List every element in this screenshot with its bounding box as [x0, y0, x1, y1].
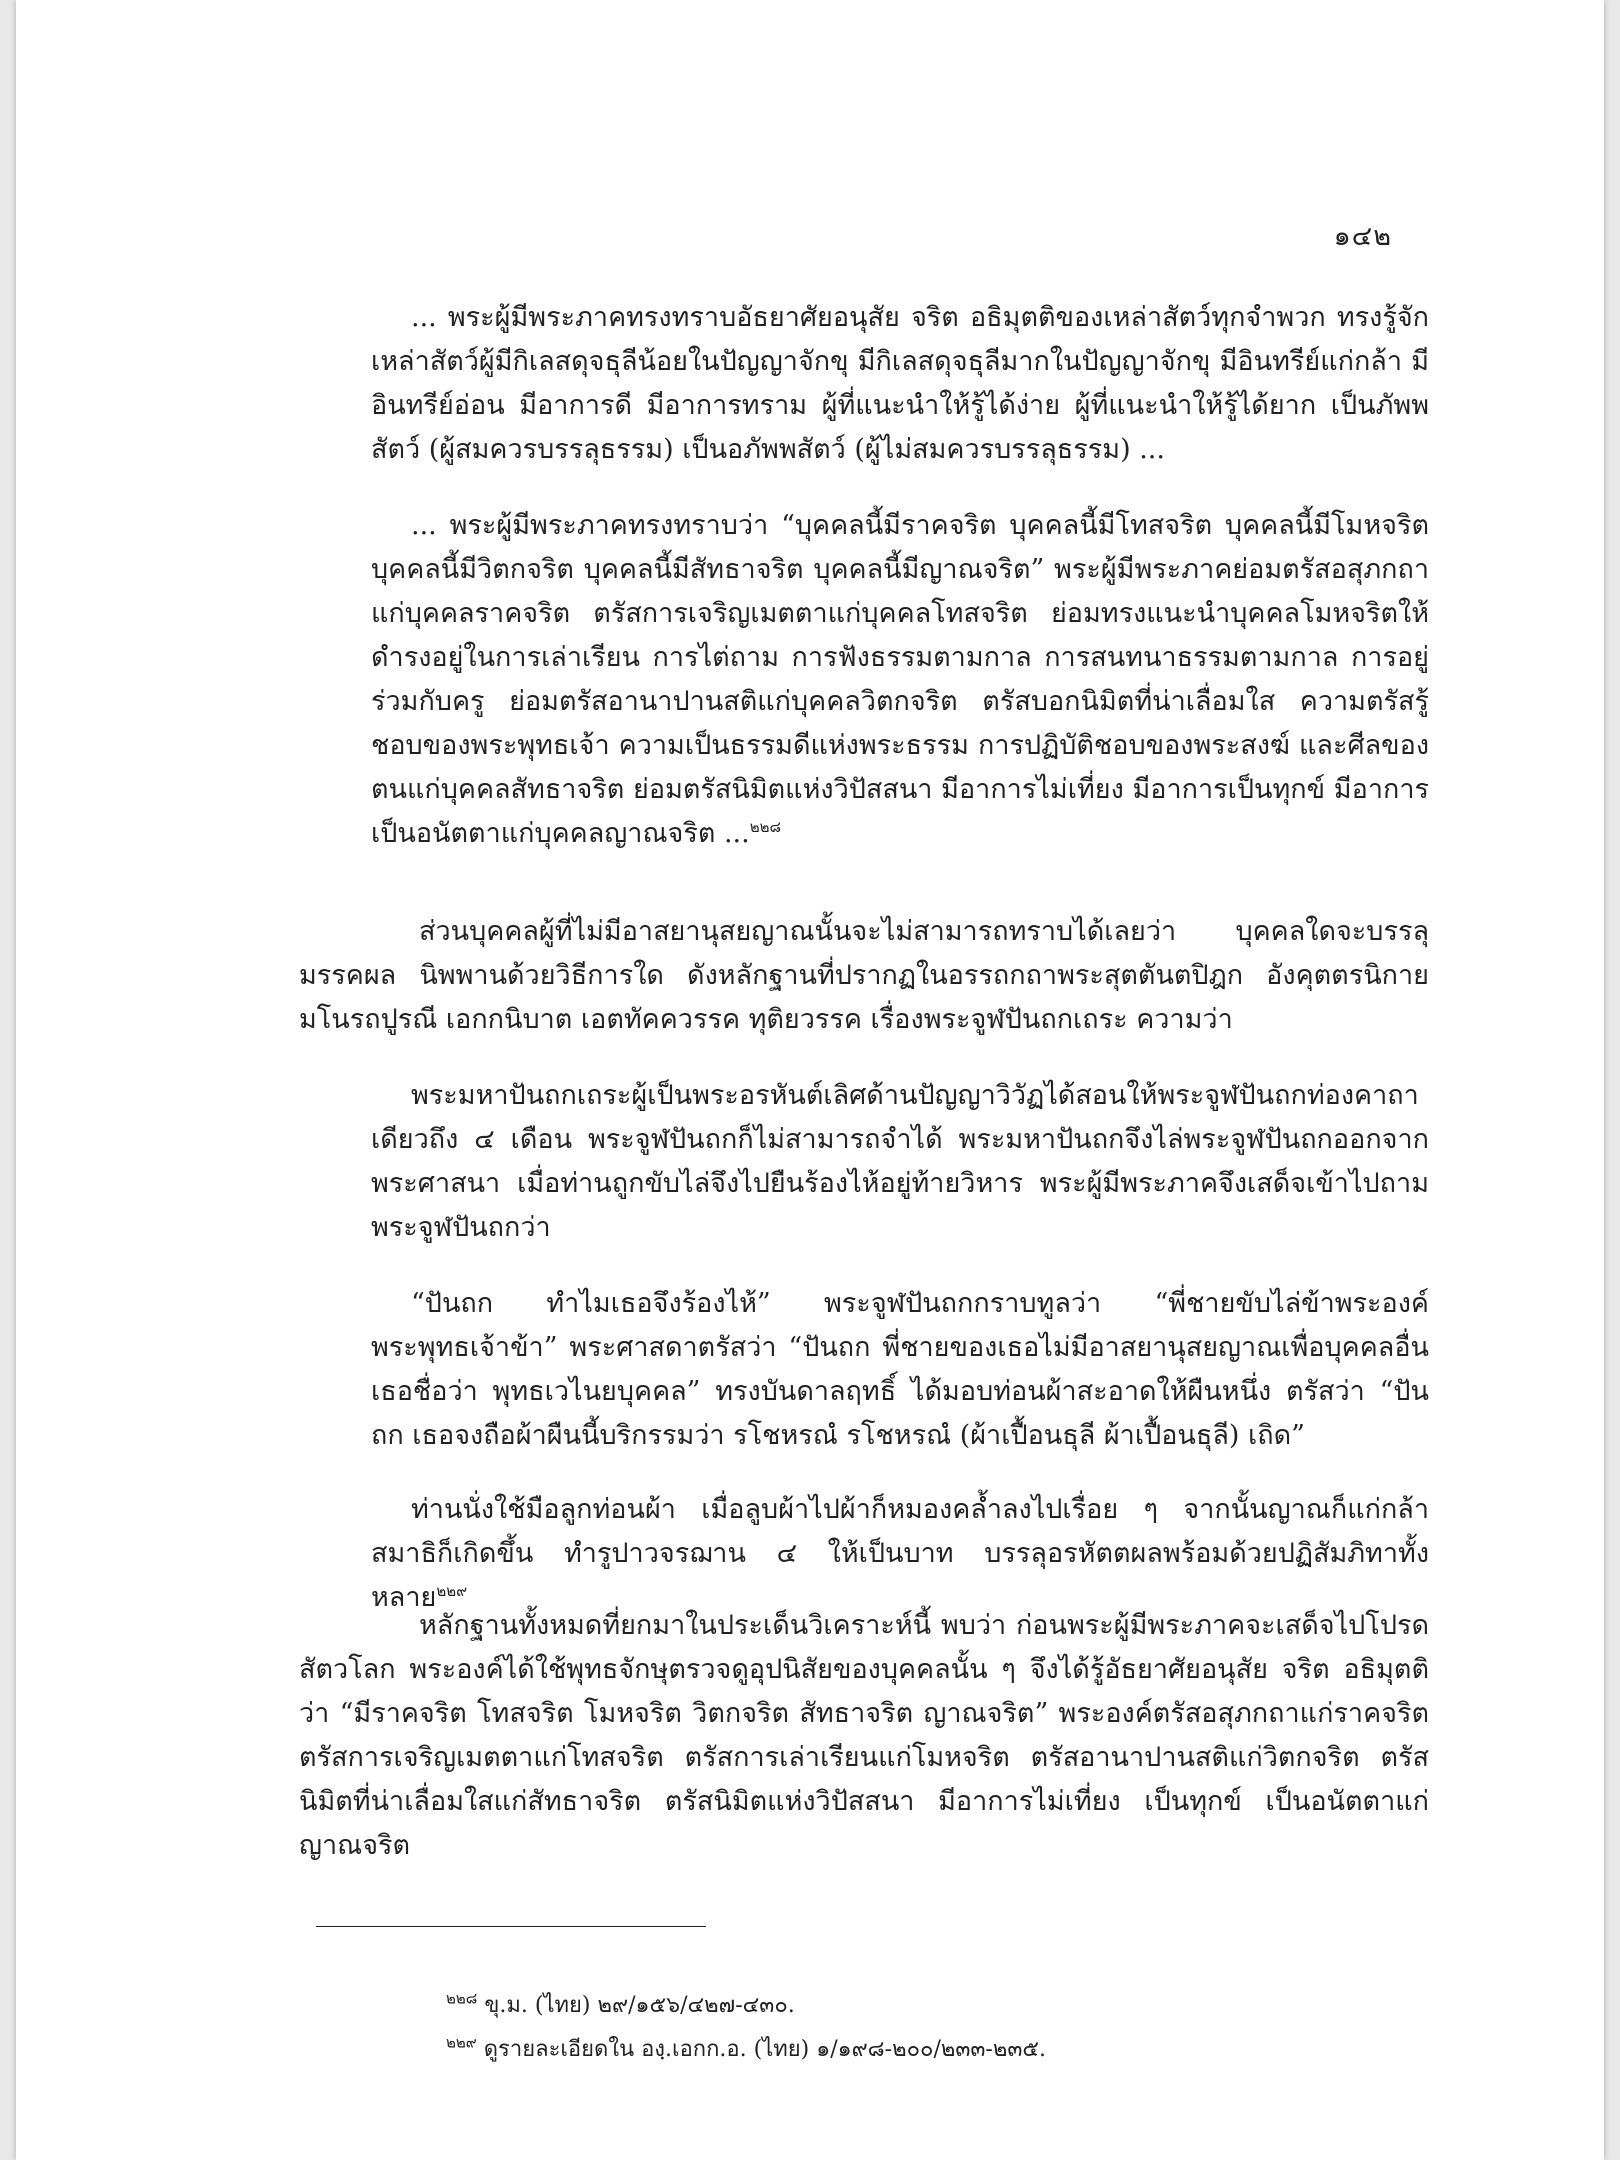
- footnotes: [446, 1984, 1346, 2072]
- page-number: ๑๔๒: [1333, 221, 1392, 252]
- footnote-item: [446, 2028, 1346, 2072]
- footnote-mark: ๒๒๙: [446, 2033, 477, 2052]
- body-paragraph-1: [299, 910, 1429, 1042]
- footnote-ref[interactable]: ๒๒๙: [436, 1582, 468, 1600]
- block-quote-2: [371, 504, 1429, 856]
- quote-paragraph: ท่านนั่งใช้มือลูกท่อนผ้า เมื่อลูบผ้าไปผ้าก็หมองคล้ำลงไปเรื่อย ๆ จากนั้นญาณก็แก่กล้า สมาธิก็เกิดขึ้น ทำรูปาวจรฌาน ๔ ให้เป็นบาท บรรลุอรหัตตผลพร้อมด้วยปฏิสัมภิทาทั้งหลาย$^{๒๒๙}$: [371, 1494, 1429, 1613]
- body-paragraph: หลักฐานทั้งหมดที่ยกมาในประเด็นวิเคราะห์นี้ พบว่า ก่อนพระผู้มีพระภาคจะเสด็จไปโปรดสัตวโลก พระองค์ได้ใช้พุทธจักษุตรวจดูอุปนิสัยของบุคคลนั้น ๆ จึงได้รู้อัธยาศัยอนุสัย จริต อธิมุตติว่า “มีราคจริต โทสจริต โมหจริต วิตกจริต สัทธาจริต ญาณจริต” พระองค์ตรัสอสุภกถาแก่ราคจริต ตรัสการเจริญเมตตาแก่โทสจริต ตรัสการเล่าเรียนแก่โมหจริต ตรัสอานาปานสติแก่วิตกจริต ตรัสนิมิตที่น่าเลื่อมใสแก่สัทธาจริต ตรัสนิมิตแห่งวิปัสสนา มีอาการไม่เที่ยง เป็นทุกข์ เป็นอนัตตาแก่ญาณจริต: [299, 1610, 1429, 1861]
- block-quote-1: [371, 296, 1429, 472]
- block-quote-4: [371, 1282, 1429, 1458]
- quote-paragraph: “ปันถก ทำไมเธอจึงร้องไห้” พระจูฬปันถกกราบทูลว่า “พี่ชายขับไล่ข้าพระองค์ พระพุทธเจ้าข้า” พระศาสดาตรัสว่า “ปันถก พี่ชายของเธอไม่มีอาสยานุสยญาณเพื่อบุคคลอื่น เธอชื่อว่า พุทธเวไนยบุคคล” ทรงบันดาลฤทธิ์ ได้มอบท่อนผ้าสะอาดให้ผืนหนึ่ง ตรัสว่า “ปันถก เธอจงถือผ้าผืนนี้บริกรรมว่า รโชหรณํ รโชหรณํ (ผ้าเปื้อนธุลี ผ้าเปื้อนธุลี) เถิด”: [371, 1288, 1429, 1451]
- block-quote-3: [371, 1074, 1429, 1250]
- document-page: [16, 0, 1604, 2160]
- body-paragraph: ส่วนบุคคลผู้ที่ไม่มีอาสยานุสยญาณนั้นจะไม่สามารถทราบได้เลยว่า บุคคลใดจะบรรลุมรรคผล นิพพานด้วยวิธีการใด ดังหลักฐานที่ปรากฏในอรรถกถาพระสุตตันตปิฎก อังคุตตรนิกาย มโนรถปูรณี เอกกนิบาต เอตทัคควรรค ทุติยวรรค เรื่องพระจูฬปันถกเถระ ความว่า: [299, 916, 1429, 1035]
- footnote-text: ขุ.ม. (ไทย) ๒๙/๑๕๖/๔๒๗-๔๓๐.: [484, 1993, 795, 2018]
- footnote-ref[interactable]: ๒๒๘: [749, 818, 782, 836]
- quote-paragraph: ... พระผู้มีพระภาคทรงทราบอัธยาศัยอนุสัย จริต อธิมุตติของเหล่าสัตว์ทุกจำพวก ทรงรู้จักเหล่าสัตว์ผู้มีกิเลสดุจธุลีน้อยในปัญญาจักขุ มีกิเลสดุจธุลีมากในปัญญาจักขุ มีอินทรีย์แก่กล้า มีอินทรีย์อ่อน มีอาการดี มีอาการทราม ผู้ที่แนะนำให้รู้ได้ง่าย ผู้ที่แนะนำให้รู้ได้ยาก เป็นภัพพสัตว์ (ผู้สมควรบรรลุธรรม) เป็นอภัพพสัตว์ (ผู้ไม่สมควรบรรลุธรรม) ...: [371, 302, 1429, 465]
- quote-paragraph: พระมหาปันถกเถระผู้เป็นพระอรหันต์เลิศด้านปัญญาวิวัฏได้สอนให้พระจูฬปันถกท่องคาถาเดียวถึง ๔ เดือน พระจูฬปันถกก็ไม่สามารถจำได้ พระมหาปันถกจึงไล่พระจูฬปันถกออกจากพระศาสนา เมื่อท่านถูกขับไล่จึงไปยืนร้องไห้อยู่ท้ายวิหาร พระผู้มีพระภาคจึงเสด็จเข้าไปถามพระจูฬปันถกว่า: [371, 1080, 1429, 1243]
- footnote-item: [446, 1984, 1346, 2028]
- body-paragraph-2: [299, 1604, 1429, 1868]
- footnote-divider: [316, 1926, 706, 1927]
- footnote-mark: ๒๒๘: [446, 1989, 478, 2008]
- block-quote-5: [371, 1488, 1429, 1620]
- quote-paragraph: ... พระผู้มีพระภาคทรงทราบว่า “บุคคลนี้มีราคจริต บุคคลนี้มีโทสจริต บุคคลนี้มีโมหจริต บุคคลนี้มีวิตกจริต บุคคลนี้มีสัทธาจริต บุคคลนี้มีญาณจริต” พระผู้มีพระภาคย่อมตรัสอสุภกถาแก่บุคคลราคจริต ตรัสการเจริญเมตตาแก่บุคคลโทสจริต ย่อมทรงแนะนำบุคคลโมหจริตให้ดำรงอยู่ในการเล่าเรียน การไต่ถาม การฟังธรรมตามกาล การสนทนาธรรมตามกาล การอยู่ร่วมกับครู ย่อมตรัสอานาปานสติแก่บุคคลวิตกจริต ตรัสบอกนิมิตที่น่าเลื่อมใส ความตรัสรู้ชอบของพระพุทธเจ้า ความเป็นธรรมดีแห่งพระธรรม การปฏิบัติชอบของพระสงฆ์ และศีลของตนแก่บุคคลสัทธาจริต ย่อมตรัสนิมิตแห่งวิปัสสนา มีอาการไม่เที่ยง มีอาการเป็นทุกข์ มีอาการเป็นอนัตตาแก่บุคคลญาณจริต ...$^{๒๒๘}$: [371, 510, 1429, 849]
- footnote-text: ดูรายละเอียดใน องฺ.เอกก.อ. (ไทย) ๑/๑๙๘-๒๐๐/๒๓๓-๒๓๕.: [483, 2037, 1047, 2062]
